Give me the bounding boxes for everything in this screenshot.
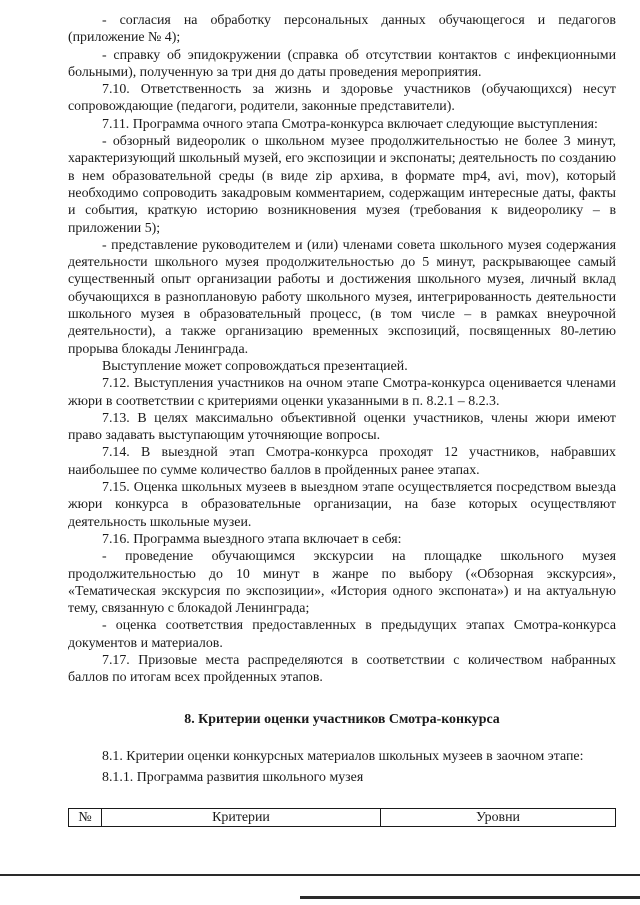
section-heading: 8. Критерии оценки участников Смотра-конкурса (184, 711, 500, 727)
paragraph-presentation-note: Выступление может сопровождаться презентацией. (102, 358, 408, 374)
paragraph-7-15: 7.15. Оценка школьных музеев в выездном этапе осуществляется посредством выезда жюри конкурса в образовательные организации, на базе которых осуществляют деятельность школьные музеи. (68, 480, 616, 530)
header-number: № (69, 809, 102, 827)
paragraph-consent: - согласия на обработку персональных данных обучающегося и педагогов (приложение № 4); (68, 13, 616, 46)
paragraph-7-11: 7.11. Программа очного этапа Смотра-конкурса включает следующие выступления: (102, 116, 598, 132)
paragraph-7-17: 7.17. Призовые места распределяются в соответствии с количеством набранных баллов по итогам всех пройденных этапов. (68, 652, 616, 686)
paragraph-7-12: 7.12. Выступления участников на очном этапе Смотра-конкурса оценивается членами жюри в соответствии с критериями оценки указанными в п. 8.2.1 – 8.2.3. (68, 376, 616, 409)
paragraph-7-13: 7.13. В целях максимально объективной оценки участников, члены жюри имеют право задавать выступающим уточняющие вопросы. (68, 410, 616, 444)
criteria-table (68, 808, 616, 827)
header-criteria: Критерии (102, 809, 381, 827)
paragraph-video-overview: - обзорный видеоролик о школьном музее продолжительностью не более 3 минут, характеризующий школьный музей, его экспозиции и экспонаты; деятельность по созданию в нем образовательной среды (в виде zip архива, в формате mp4, avi, mov), который необходимо сопроводить закадровым комментарием, содержащим интересные даты, факты и события, краткую историю возникновения музея (требования к видеоролику – в приложении 5); (68, 134, 616, 236)
paragraph-documents-check: - оценка соответствия предоставленных в предыдущих этапах Смотра-конкурса документов и материалов. (68, 618, 616, 651)
criteria-table-header-row (69, 809, 616, 827)
paragraph-excursion: - проведение обучающимся экскурсии на площадке школьного музея продолжительностью до 10 минут в жанре по выбору («Обзорная экскурсия», «Тематическая экскурсия по экспозиции», «История одного экспоната») и на актуальную тему, связанную с блокадой Ленинграда; (68, 549, 616, 617)
paragraph-7-10: 7.10. Ответственность за жизнь и здоровье участников (обучающихся) несут сопровождающие (педагоги, родители, законные представители). (68, 82, 616, 115)
scan-edge-line-bottom (300, 896, 640, 899)
scan-edge-line (0, 874, 640, 876)
paragraph-8-1: 8.1. Критерии оценки конкурсных материалов школьных музеев в заочном этапе: (102, 748, 584, 764)
paragraph-7-16: 7.16. Программа выездного этапа включает в себя: (102, 531, 402, 547)
document-page (68, 12, 616, 827)
header-levels: Уровни (381, 809, 616, 827)
paragraph-8-1-1: 8.1.1. Программа развития школьного музея (102, 770, 364, 786)
paragraph-7-14: 7.14. В выездной этап Смотра-конкурса проходят 12 участников, набравших наибольшее по сумме количество баллов в пройденных ранее этапах. (68, 445, 616, 478)
paragraph-presentation: - представление руководителем и (или) членами совета школьного музея содержания деятельности школьного музея продолжительностью до 5 минут, раскрывающее самый существенный опыт организации работы и достижения школьного музея, личный вклад обучающихся в разноплановую работу школьного музея, интегрированность деятельности школьного музея в образовательный процесс, (в том числе – в рамках внеурочной деятельности), а также организацию временных экспозиций, посвященных 80-летию прорыва блокады Ленинграда. (68, 237, 616, 357)
paragraph-epid-certificate: - справку об эпидокружении (справка об отсутствии контактов с инфекционными больными), полученную за три дня до даты проведения мероприятия. (68, 47, 616, 80)
